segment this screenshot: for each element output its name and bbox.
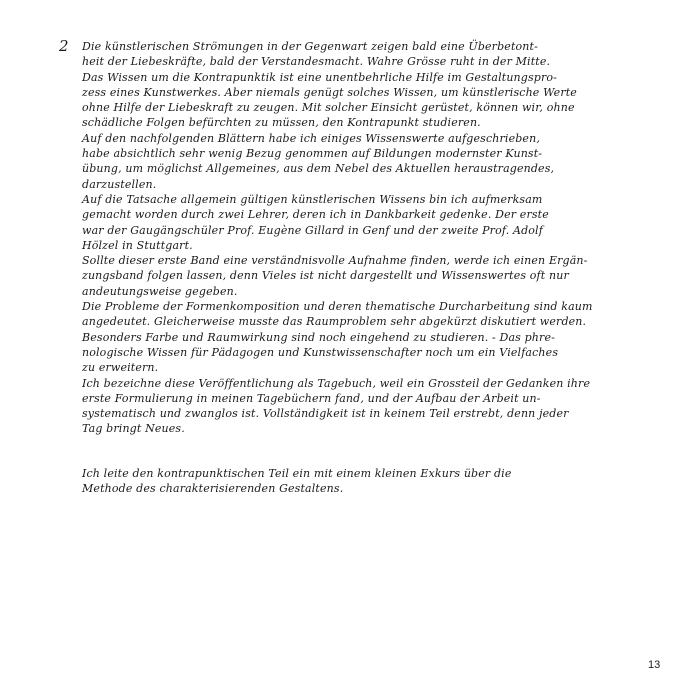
text-line: ohne Hilfe der Liebeskraft zu zeugen. Mit solcher Einsicht gerüstet, können wir, ohne [82, 101, 575, 115]
text-line: war der Gaugängschüler Prof. Eugène Gillard in Genf und der zweite Prof. Adolf [82, 223, 543, 237]
text-line: andeutungsweise gegeben. [82, 284, 238, 298]
text-line: angedeutet. Gleicherweise musste das Raumproblem sehr abgekürzt diskutiert werden. [82, 315, 587, 329]
text-line: Die künstlerischen Strömungen in der Gegenwart zeigen bald eine Überbetont- [82, 40, 538, 53]
closing-paragraph [82, 466, 672, 497]
text-line: Ich bezeichne diese Veröffentlichung als Tagebuch, weil ein Grossteil der Gedanken ihre [82, 376, 591, 390]
text-line: nologische Wissen für Pädagogen und Kunstwissenschafter noch um ein Vielfaches [82, 345, 559, 359]
text-line: Hölzel in Stuttgart. [82, 238, 193, 252]
text-line: übung, um möglichst Allgemeines, aus dem Nebel des Aktuellen heraustragendes, [82, 162, 555, 176]
text-line: darzustellen. [82, 177, 157, 191]
text-line: heit der Liebeskräfte, bald der Verstandesmacht. Wahre Grösse ruht in der Mitte. [82, 55, 551, 69]
text-line: erste Formulierung in meinen Tagebüchern fand, und der Aufbau der Arbeit un- [82, 391, 541, 405]
section-marker: 2 [59, 37, 69, 55]
text-line: Auf den nachfolgenden Blättern habe ich einiges Wissenswerte aufgeschrieben, [82, 131, 540, 145]
text-line: Tag bringt Neues. [82, 422, 185, 436]
text-line: Auf die Tatsache allgemein gültigen künstlerischen Wissens bin ich aufmerksam [82, 192, 543, 206]
text-line: gemacht worden durch zwei Lehrer, deren ich in Dankbarkeit gedenke. Der erste [82, 208, 549, 222]
text-line: zu erweitern. [82, 361, 159, 375]
text-line: systematisch und zwanglos ist. Vollständigkeit ist in keinem Teil erstrebt, denn jeder [82, 407, 569, 421]
text-line: Ich leite den kontrapunktischen Teil ein mit einem kleinen Exkurs über die [82, 467, 512, 480]
text-line: zess eines Kunstwerkes. Aber niemals genügt solches Wissen, um künstlerische Werte [82, 85, 577, 99]
text-line: Die Probleme der Formenkomposition und deren thematische Durcharbeitung sind kaum [82, 300, 593, 314]
text-line: Besonders Farbe und Raumwirkung sind noch eingehend zu studieren. - Das phre- [82, 330, 555, 344]
page-number: 13 [648, 659, 661, 671]
text-line: zungsband folgen lassen, denn Vieles ist nicht dargestellt und Wissenswertes oft nur [82, 269, 569, 283]
handwritten-paragraphs [82, 39, 672, 437]
text-line: habe absichtlich sehr wenig Bezug genommen auf Bildungen modernster Kunst- [82, 147, 543, 161]
text-line: Das Wissen um die Kontrapunktik ist eine unentbehrliche Hilfe im Gestaltungspro- [82, 70, 558, 84]
text-line: schädliche Folgen befürchten zu müssen, den Kontrapunkt studieren. [82, 116, 481, 130]
text-line: Methode des charakterisierenden Gestaltens. [82, 482, 344, 496]
text-line: Sollte dieser erste Band eine verständnisvolle Aufnahme finden, werde ich einen Ergän- [82, 254, 588, 268]
